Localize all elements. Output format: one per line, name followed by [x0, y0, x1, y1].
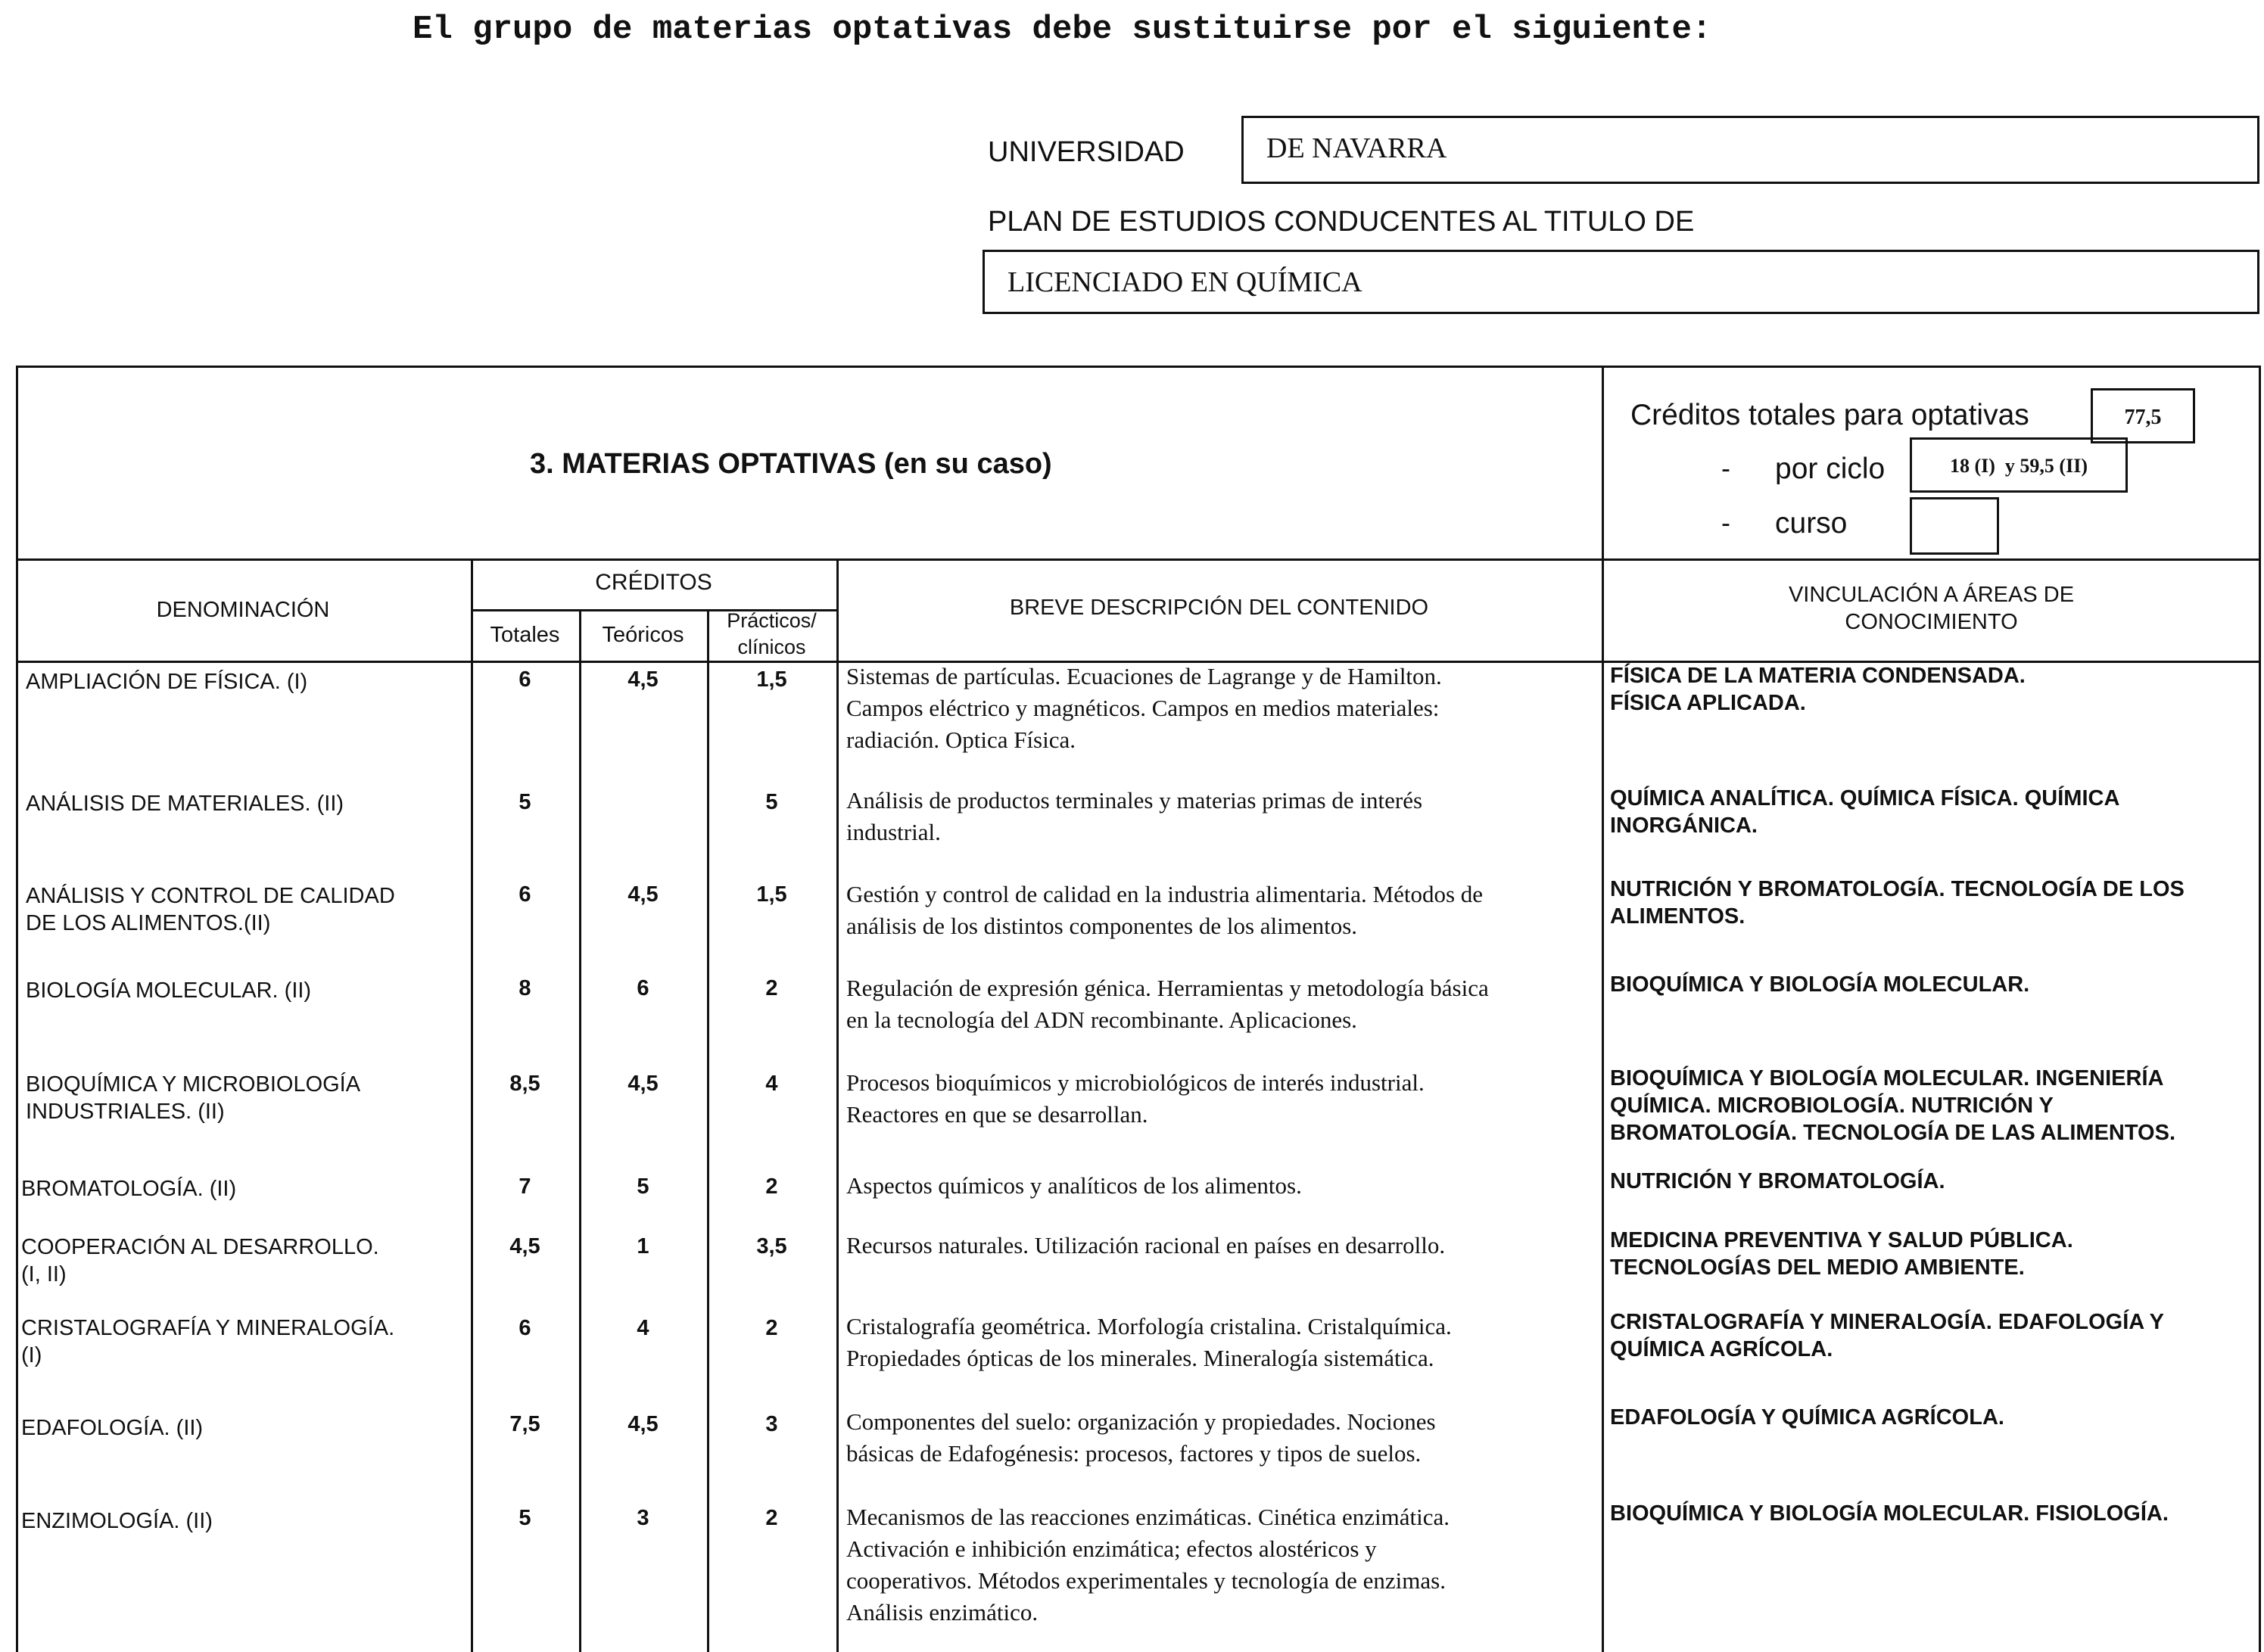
row-areas: CRISTALOGRAFÍA Y MINERALOGÍA. EDAFOLOGÍA Y QUÍMICA AGRÍCOLA.: [1610, 1310, 2165, 1361]
row-totales: 5: [519, 790, 531, 814]
row-areas: FÍSICA DE LA MATERIA CONDENSADA. FÍSICA APLICADA.: [1610, 664, 2026, 715]
row-totales: 8: [519, 976, 531, 1000]
row-name: ENZIMOLOGÍA. (II): [21, 1509, 213, 1533]
row-totales: 6: [519, 882, 531, 907]
header-creditos: CRÉDITOS: [595, 570, 712, 595]
por-ciclo-box: [1910, 437, 2128, 493]
row-description: Aspectos químicos y analíticos de los alimentos.: [846, 1172, 1302, 1199]
row-areas: QUÍMICA ANALÍTICA. QUÍMICA FÍSICA. QUÍMICA INORGÁNICA.: [1610, 786, 2120, 838]
row-teoricos: 5: [637, 1174, 649, 1199]
row-totales: 6: [519, 1316, 531, 1340]
header-vinculacion-1: VINCULACIÓN A ÁREAS DE: [1788, 583, 2075, 607]
row-description: Recursos naturales. Utilización racional en países en desarrollo.: [846, 1232, 1446, 1258]
por-ciclo-value: 18 (I) y 59,5 (II): [1950, 455, 2088, 477]
creditos-totales-label: Créditos totales para optativas: [1630, 399, 2029, 431]
creditos-totales-value: 77,5: [2124, 406, 2162, 429]
row-areas: BIOQUÍMICA Y BIOLOGÍA MOLECULAR.: [1610, 972, 2030, 997]
curso-dash: -: [1721, 507, 1730, 538]
row-areas: BIOQUÍMICA Y BIOLOGÍA MOLECULAR. INGENIERÍA QUÍMICA. MICROBIOLOGÍA. NUTRICIÓN Y BROMATOLOGÍA. TECNOLOGÍA DE LAS ALIMENTOS.: [1610, 1066, 2176, 1145]
row-totales: 8,5: [509, 1072, 540, 1096]
por-ciclo-dash: -: [1721, 453, 1730, 484]
row-areas: EDAFOLOGÍA Y QUÍMICA AGRÍCOLA.: [1610, 1405, 2004, 1430]
row-totales: 7: [519, 1174, 531, 1199]
curso-label: curso: [1775, 507, 1848, 540]
row-description: Cristalografía geométrica. Morfología cristalina. Cristalquímica. Propiedades ópticas de los minerales. Mineralogía sistemática.: [846, 1313, 1452, 1371]
row-name: ANÁLISIS Y CONTROL DE CALIDAD DE LOS ALIMENTOS.(II): [26, 884, 395, 935]
plan-value: LICENCIADO EN QUÍMICA: [1007, 266, 1362, 298]
intro-text: El grupo de materias optativas debe sustituirse por el siguiente:: [413, 11, 1712, 48]
row-teoricos: 4,5: [628, 882, 659, 907]
row-practicos: 4: [765, 1072, 778, 1096]
row-totales: 4,5: [509, 1234, 540, 1258]
creditos-totales-box: [2091, 388, 2195, 443]
header-vinculacion-2: CONOCIMIENTO: [1845, 610, 2018, 634]
row-teoricos: 1: [637, 1234, 649, 1258]
row-name: CRISTALOGRAFÍA Y MINERALOGÍA. (I): [21, 1316, 395, 1367]
row-practicos: 2: [765, 1174, 778, 1199]
row-teoricos: 4,5: [628, 1072, 659, 1096]
section-title: 3. MATERIAS OPTATIVAS (en su caso): [530, 448, 1052, 480]
col-divider-practicos: [836, 558, 839, 1652]
row-description: Regulación de expresión génica. Herramientas y metodología básica en la tecnología del ADN recombinante. Aplicaciones.: [846, 975, 1489, 1033]
row-teoricos: 3: [637, 1506, 649, 1530]
row-description: Componentes del suelo: organización y propiedades. Nociones básicas de Edafogénesis: procesos, factores y tipos de suelos.: [846, 1408, 1436, 1467]
row-name: BIOQUÍMICA Y MICROBIOLOGÍA INDUSTRIALES. (II): [26, 1072, 361, 1124]
row-areas: NUTRICIÓN Y BROMATOLOGÍA.: [1610, 1169, 1945, 1193]
row-name: AMPLIACIÓN DE FÍSICA. (I): [26, 670, 308, 694]
row-practicos: 1,5: [756, 667, 787, 692]
universidad-value: DE NAVARRA: [1266, 132, 1447, 164]
header-practicos: Prácticos/: [727, 609, 817, 632]
row-areas: NUTRICIÓN Y BROMATOLOGÍA. TECNOLOGÍA DE LOS ALIMENTOS.: [1610, 877, 2185, 929]
row-teoricos: 4,5: [628, 1412, 659, 1436]
plan-label: PLAN DE ESTUDIOS CONDUCENTES AL TITULO DE: [988, 206, 1695, 238]
header-descripcion: BREVE DESCRIPCIÓN DEL CONTENIDO: [1009, 596, 1429, 620]
por-ciclo-label: por ciclo: [1775, 453, 1886, 485]
row-description: Procesos bioquímicos y microbiológicos de interés industrial. Reactores en que se desarrollan.: [846, 1069, 1425, 1128]
header-denominacion: DENOMINACIÓN: [156, 598, 330, 622]
row-areas: MEDICINA PREVENTIVA Y SALUD PÚBLICA. TECNOLOGÍAS DEL MEDIO AMBIENTE.: [1610, 1228, 2073, 1280]
header-divider: [16, 558, 2261, 561]
row-name: EDAFOLOGÍA. (II): [21, 1416, 204, 1440]
row-areas: BIOQUÍMICA Y BIOLOGÍA MOLECULAR. FISIOLOGÍA.: [1610, 1501, 2169, 1526]
header-clinicos: clínicos: [737, 636, 806, 658]
col-divider-name: [471, 558, 473, 1652]
row-teoricos: 4: [637, 1316, 649, 1340]
row-name: ANÁLISIS DE MATERIALES. (II): [26, 792, 344, 816]
header-totales: Totales: [490, 623, 560, 647]
row-description: Análisis de productos terminales y materias primas de interés industrial.: [846, 787, 1423, 845]
row-name: COOPERACIÓN AL DESARROLLO. (I, II): [21, 1235, 379, 1286]
row-practicos: 2: [765, 1506, 778, 1530]
row-description: Sistemas de partículas. Ecuaciones de Lagrange y de Hamilton. Campos eléctrico y magnéticos. Campos en medios materiales: radiación. Optica Física.: [846, 663, 1442, 753]
row-name: BROMATOLOGÍA. (II): [21, 1177, 237, 1201]
row-practicos: 3,5: [756, 1234, 787, 1258]
universidad-label: UNIVERSIDAD: [988, 136, 1185, 168]
row-teoricos: 4,5: [628, 667, 659, 692]
col-divider-totales: [579, 609, 581, 1652]
row-description: Mecanismos de las reacciones enzimáticas. Cinética enzimática. Activación e inhibición enzimática; efectos alostéricos y cooperativos. Métodos experimentales y tecnología de enzimas. Análisis enzimático.: [846, 1504, 1450, 1626]
row-totales: 5: [519, 1506, 531, 1530]
curso-box: [1910, 497, 1999, 555]
row-practicos: 1,5: [756, 882, 787, 907]
row-practicos: 5: [765, 790, 778, 814]
row-name: BIOLOGÍA MOLECULAR. (II): [26, 978, 312, 1003]
row-practicos: 2: [765, 1316, 778, 1340]
row-totales: 7,5: [509, 1412, 540, 1436]
row-description: Gestión y control de calidad en la industria alimentaria. Métodos de análisis de los distintos componentes de los alimentos.: [846, 881, 1484, 939]
header-teoricos: Teóricos: [602, 623, 684, 647]
row-practicos: 2: [765, 976, 778, 1000]
row-totales: 6: [519, 667, 531, 692]
title-divider: [1602, 366, 1604, 1652]
row-teoricos: 6: [637, 976, 649, 1000]
row-practicos: 3: [765, 1412, 778, 1436]
universidad-field: [1241, 116, 2259, 184]
plan-field: [983, 250, 2259, 314]
col-divider-teoricos: [707, 609, 709, 1652]
